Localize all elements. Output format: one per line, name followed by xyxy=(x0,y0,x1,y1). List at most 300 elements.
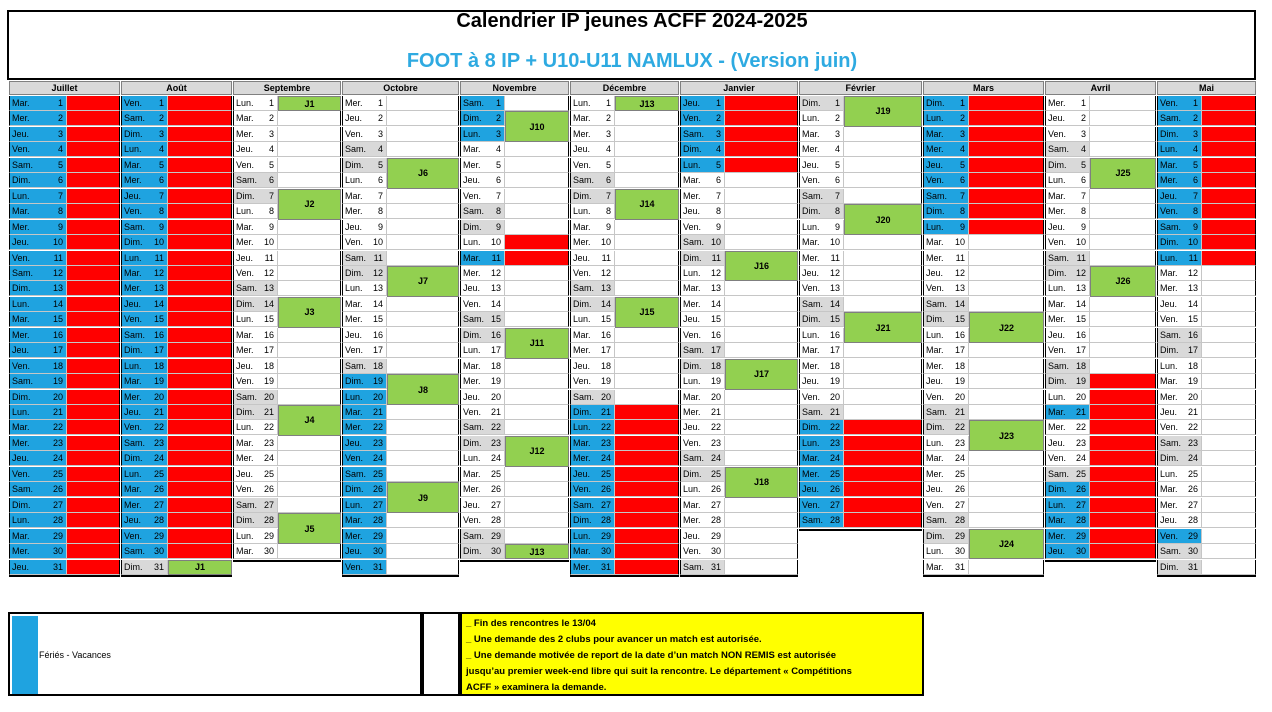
day-number: 18 xyxy=(710,360,721,371)
day-cell xyxy=(799,436,844,451)
weekday-label: Jeu. xyxy=(1048,546,1066,557)
day-cell xyxy=(121,498,168,513)
day-number: 10 xyxy=(153,237,164,248)
day-cell xyxy=(9,513,67,528)
weekday-label: Dim. xyxy=(683,144,702,155)
weekday-label: Mer. xyxy=(463,267,481,278)
day-number: 11 xyxy=(154,252,164,263)
day-number: 17 xyxy=(153,345,164,356)
day-cell xyxy=(1157,142,1202,157)
status-cell xyxy=(725,142,798,157)
day-cell xyxy=(9,420,67,435)
round-label: J1 xyxy=(278,96,341,111)
day-number: 29 xyxy=(600,530,611,541)
weekday-label: Lun. xyxy=(802,221,820,232)
day-cell xyxy=(923,204,969,219)
status-cell xyxy=(387,467,459,482)
weekday-label: Jeu. xyxy=(573,144,591,155)
weekday-label: Lun. xyxy=(926,221,944,232)
weekday-label: Jeu. xyxy=(1160,190,1178,201)
status-cell xyxy=(1202,482,1256,497)
day-cell xyxy=(233,96,278,111)
weekday-label: Sam. xyxy=(236,175,258,186)
day-number: 20 xyxy=(372,391,383,402)
day-cell xyxy=(233,529,278,544)
status-cell xyxy=(168,312,232,327)
day-cell xyxy=(923,189,969,204)
month-column-bottom xyxy=(1045,560,1156,562)
day-cell xyxy=(342,220,387,235)
weekday-label: Dim. xyxy=(573,407,592,417)
status-cell xyxy=(387,127,459,142)
day-number: 5 xyxy=(495,159,501,170)
status-cell xyxy=(1090,127,1156,142)
weekday-label: Ven. xyxy=(463,407,482,417)
month-header: Février xyxy=(799,81,922,95)
day-cell xyxy=(799,127,844,142)
weekday-label: Sam. xyxy=(683,128,705,139)
day-cell xyxy=(923,312,969,327)
day-cell xyxy=(233,451,278,466)
day-number: 17 xyxy=(829,345,840,356)
day-cell xyxy=(570,297,615,312)
day-number: 11 xyxy=(601,252,611,263)
day-cell xyxy=(121,328,168,343)
status-cell xyxy=(615,173,679,188)
status-cell xyxy=(387,142,459,157)
status-cell xyxy=(969,142,1044,157)
day-cell xyxy=(9,436,67,451)
day-number: 7 xyxy=(158,190,164,201)
day-number: 18 xyxy=(52,360,63,371)
day-number: 31 xyxy=(372,561,383,572)
day-cell xyxy=(342,142,387,157)
day-cell xyxy=(9,359,67,374)
day-cell xyxy=(233,266,278,281)
day-number: 4 xyxy=(495,144,501,155)
day-cell xyxy=(233,343,278,358)
status-cell xyxy=(67,111,120,126)
day-cell xyxy=(1045,235,1090,250)
weekday-label: Ven. xyxy=(124,314,143,325)
weekday-label: Sam. xyxy=(926,190,948,201)
day-cell xyxy=(1157,235,1202,250)
weekday-label: Ven. xyxy=(802,283,821,294)
day-cell xyxy=(1157,451,1202,466)
day-cell xyxy=(1045,96,1090,111)
status-cell xyxy=(1202,312,1256,327)
weekday-label: Mer. xyxy=(683,515,701,526)
day-number: 19 xyxy=(372,376,383,387)
status-cell xyxy=(168,142,232,157)
status-cell xyxy=(278,390,341,405)
weekday-label: Mar. xyxy=(802,128,820,139)
status-cell xyxy=(1202,127,1256,142)
day-cell xyxy=(923,436,969,451)
weekday-label: Dim. xyxy=(926,530,945,541)
day-number: 9 xyxy=(158,221,164,232)
status-cell xyxy=(168,498,232,513)
day-cell xyxy=(799,281,844,296)
status-cell xyxy=(67,498,120,513)
day-cell xyxy=(923,297,969,312)
status-cell xyxy=(615,420,679,435)
status-cell xyxy=(168,220,232,235)
weekday-label: Mer. xyxy=(573,128,591,139)
status-cell xyxy=(1202,204,1256,219)
day-cell xyxy=(460,297,505,312)
day-number: 5 xyxy=(377,159,383,170)
round-label: J2 xyxy=(278,189,341,220)
weekday-label: Dim. xyxy=(926,98,945,108)
day-number: 20 xyxy=(263,391,274,402)
day-cell xyxy=(1045,343,1090,358)
status-cell xyxy=(725,390,798,405)
weekday-label: Ven. xyxy=(124,206,143,217)
weekday-label: Ven. xyxy=(1160,206,1179,217)
day-number: 30 xyxy=(52,546,63,557)
day-cell xyxy=(680,127,725,142)
status-cell xyxy=(844,420,922,435)
day-cell xyxy=(570,359,615,374)
day-number: 6 xyxy=(959,175,965,186)
day-cell xyxy=(680,513,725,528)
status-cell xyxy=(1090,390,1156,405)
day-number: 3 xyxy=(1080,128,1086,139)
day-number: 17 xyxy=(372,345,383,356)
day-number: 7 xyxy=(1192,190,1198,201)
day-cell xyxy=(923,498,969,513)
weekday-label: Lun. xyxy=(1160,144,1178,155)
day-number: 8 xyxy=(268,206,274,217)
day-cell xyxy=(680,390,725,405)
day-cell xyxy=(342,204,387,219)
day-number: 24 xyxy=(52,453,63,464)
day-number: 31 xyxy=(153,561,164,572)
day-cell xyxy=(799,343,844,358)
status-cell xyxy=(387,513,459,528)
day-cell xyxy=(1157,297,1202,312)
month-header: Décembre xyxy=(570,81,679,95)
weekday-label: Jeu. xyxy=(1160,298,1178,309)
day-number: 14 xyxy=(1187,298,1198,309)
status-cell xyxy=(969,96,1044,111)
status-cell xyxy=(1090,405,1156,420)
day-number: 23 xyxy=(153,437,164,448)
weekday-label: Sam. xyxy=(12,484,34,495)
status-cell xyxy=(1202,544,1256,559)
status-cell xyxy=(1202,220,1256,235)
status-cell xyxy=(67,436,120,451)
status-cell xyxy=(168,111,232,126)
weekday-label: Dim. xyxy=(463,546,482,557)
status-cell xyxy=(387,251,459,266)
day-number: 3 xyxy=(834,128,840,139)
status-cell xyxy=(1090,374,1156,389)
day-cell xyxy=(570,204,615,219)
status-cell xyxy=(615,560,679,575)
day-cell xyxy=(1157,281,1202,296)
status-cell xyxy=(725,529,798,544)
day-number: 15 xyxy=(490,314,501,325)
weekday-label: Ven. xyxy=(573,376,592,387)
day-number: 1 xyxy=(605,98,611,108)
day-cell xyxy=(1045,266,1090,281)
day-number: 23 xyxy=(490,437,501,448)
day-cell xyxy=(680,359,725,374)
status-cell xyxy=(387,544,459,559)
day-cell xyxy=(342,189,387,204)
weekday-label: Mar. xyxy=(573,329,591,340)
month-header: Mars xyxy=(923,81,1044,95)
day-cell xyxy=(923,158,969,173)
status-cell xyxy=(844,189,922,204)
day-number: 28 xyxy=(954,515,965,526)
day-cell xyxy=(342,374,387,389)
status-cell xyxy=(387,111,459,126)
day-number: 16 xyxy=(1075,329,1086,340)
status-cell xyxy=(278,451,341,466)
day-cell xyxy=(680,405,725,420)
day-number: 20 xyxy=(1075,391,1086,402)
weekday-label: Lun. xyxy=(802,329,820,340)
status-cell xyxy=(505,513,569,528)
day-cell xyxy=(680,328,725,343)
day-number: 2 xyxy=(158,113,164,124)
status-cell xyxy=(168,173,232,188)
weekday-label: Mar. xyxy=(573,113,591,124)
day-cell xyxy=(570,467,615,482)
weekday-label: Lun. xyxy=(345,283,363,294)
day-cell xyxy=(9,235,67,250)
day-cell xyxy=(342,251,387,266)
day-cell xyxy=(121,235,168,250)
status-cell xyxy=(1202,158,1256,173)
day-cell xyxy=(923,251,969,266)
weekday-label: Lun. xyxy=(1160,468,1178,479)
day-cell xyxy=(233,297,278,312)
day-cell xyxy=(121,96,168,111)
weekday-label: Ven. xyxy=(124,98,143,108)
weekday-label: Mar. xyxy=(236,437,254,448)
day-cell xyxy=(9,560,67,575)
day-cell xyxy=(460,142,505,157)
weekday-label: Ven. xyxy=(236,376,255,387)
day-number: 26 xyxy=(372,484,383,495)
month-header: Août xyxy=(121,81,232,95)
day-number: 22 xyxy=(153,422,164,433)
status-cell xyxy=(615,127,679,142)
weekday-label: Jeu. xyxy=(573,252,591,263)
weekday-label: Dim. xyxy=(573,190,592,201)
weekday-label: Jeu. xyxy=(12,561,30,572)
status-cell xyxy=(505,420,569,435)
day-cell xyxy=(923,560,969,575)
status-cell xyxy=(168,189,232,204)
day-number: 23 xyxy=(710,437,721,448)
day-cell xyxy=(9,173,67,188)
day-cell xyxy=(342,436,387,451)
day-number: 21 xyxy=(153,407,164,417)
day-number: 26 xyxy=(153,484,164,495)
day-number: 4 xyxy=(1192,144,1198,155)
day-cell xyxy=(799,251,844,266)
day-number: 16 xyxy=(490,329,501,340)
status-cell xyxy=(1202,173,1256,188)
day-cell xyxy=(342,111,387,126)
day-cell xyxy=(233,420,278,435)
round-label: J19 xyxy=(844,96,922,127)
day-cell xyxy=(460,513,505,528)
day-cell xyxy=(460,343,505,358)
day-cell xyxy=(233,390,278,405)
day-number: 1 xyxy=(495,98,501,108)
day-cell xyxy=(799,220,844,235)
weekday-label: Mar. xyxy=(926,237,944,248)
weekday-label: Jeu. xyxy=(683,422,701,433)
day-cell xyxy=(121,266,168,281)
day-number: 27 xyxy=(600,499,611,510)
day-cell xyxy=(570,312,615,327)
day-number: 25 xyxy=(490,468,501,479)
status-cell xyxy=(725,127,798,142)
day-cell xyxy=(680,204,725,219)
status-cell xyxy=(505,482,569,497)
weekday-label: Sam. xyxy=(124,437,146,448)
day-number: 2 xyxy=(605,113,611,124)
status-cell xyxy=(615,529,679,544)
status-cell xyxy=(969,266,1044,281)
day-cell xyxy=(680,111,725,126)
day-cell xyxy=(799,467,844,482)
day-cell xyxy=(799,173,844,188)
round-label: J20 xyxy=(844,204,922,235)
day-number: 7 xyxy=(268,190,274,201)
day-number: 14 xyxy=(954,298,965,309)
round-label: J22 xyxy=(969,312,1044,343)
weekday-label: Jeu. xyxy=(345,329,363,340)
weekday-label: Dim. xyxy=(802,422,821,433)
day-cell xyxy=(342,513,387,528)
weekday-label: Dim. xyxy=(1048,484,1067,495)
status-cell xyxy=(168,281,232,296)
weekday-label: Mar. xyxy=(463,468,481,479)
weekday-label: Ven. xyxy=(12,252,31,263)
day-cell xyxy=(680,251,725,266)
weekday-label: Mar. xyxy=(345,515,363,526)
weekday-label: Mar. xyxy=(236,329,254,340)
day-number: 2 xyxy=(1192,113,1198,124)
status-cell xyxy=(615,467,679,482)
day-cell xyxy=(9,127,67,142)
day-number: 8 xyxy=(377,206,383,217)
day-cell xyxy=(233,220,278,235)
day-cell xyxy=(1045,436,1090,451)
day-cell xyxy=(460,498,505,513)
status-cell xyxy=(387,420,459,435)
day-number: 30 xyxy=(954,546,965,557)
day-number: 8 xyxy=(834,206,840,217)
day-number: 13 xyxy=(263,283,274,294)
weekday-label: Jeu. xyxy=(802,267,820,278)
day-number: 31 xyxy=(52,561,63,572)
legend-note: _ Fin des rencontres le 13/04 xyxy=(466,618,596,629)
day-number: 12 xyxy=(372,267,383,278)
weekday-label: Dim. xyxy=(926,206,945,217)
day-cell xyxy=(1157,436,1202,451)
day-cell xyxy=(570,251,615,266)
day-cell xyxy=(9,529,67,544)
day-cell xyxy=(923,482,969,497)
day-cell xyxy=(570,235,615,250)
day-number: 26 xyxy=(52,484,63,495)
day-number: 12 xyxy=(153,267,164,278)
day-cell xyxy=(1045,189,1090,204)
weekday-label: Sam. xyxy=(926,515,948,526)
weekday-label: Dim. xyxy=(926,422,945,433)
day-number: 28 xyxy=(1187,515,1198,526)
status-cell xyxy=(168,420,232,435)
status-cell xyxy=(725,328,798,343)
day-cell xyxy=(1157,127,1202,142)
weekday-label: Jeu. xyxy=(236,252,254,263)
weekday-label: Mar. xyxy=(1048,407,1066,417)
weekday-label: Ven. xyxy=(573,159,592,170)
day-number: 16 xyxy=(829,329,840,340)
day-cell xyxy=(1157,467,1202,482)
weekday-label: Sam. xyxy=(236,391,258,402)
weekday-label: Ven. xyxy=(345,128,364,139)
day-number: 8 xyxy=(495,206,501,217)
weekday-label: Ven. xyxy=(1160,530,1179,541)
status-cell xyxy=(1202,189,1256,204)
weekday-label: Mer. xyxy=(1048,98,1066,108)
day-number: 7 xyxy=(1080,190,1086,201)
weekday-label: Ven. xyxy=(683,221,702,232)
weekday-label: Mer. xyxy=(573,453,591,464)
weekday-label: Lun. xyxy=(12,298,30,309)
status-cell xyxy=(725,173,798,188)
day-number: 5 xyxy=(715,159,721,170)
weekday-label: Sam. xyxy=(12,159,34,170)
status-cell xyxy=(615,328,679,343)
day-cell xyxy=(460,405,505,420)
day-number: 9 xyxy=(834,221,840,232)
day-number: 6 xyxy=(1192,175,1198,186)
day-cell xyxy=(342,297,387,312)
status-cell xyxy=(168,482,232,497)
weekday-label: Mar. xyxy=(345,190,363,201)
status-cell xyxy=(1202,374,1256,389)
weekday-label: Mer. xyxy=(124,391,142,402)
status-cell xyxy=(725,451,798,466)
weekday-label: Ven. xyxy=(683,113,702,124)
weekday-label: Ven. xyxy=(463,190,482,201)
status-cell xyxy=(67,312,120,327)
status-cell xyxy=(1202,96,1256,111)
day-number: 21 xyxy=(829,407,840,417)
status-cell xyxy=(67,235,120,250)
weekday-label: Sam. xyxy=(1048,144,1070,155)
weekday-label: Jeu. xyxy=(12,237,30,248)
status-cell xyxy=(1202,281,1256,296)
day-number: 2 xyxy=(495,113,501,124)
weekday-label: Mar. xyxy=(12,422,30,433)
day-number: 18 xyxy=(1187,360,1198,371)
day-number: 6 xyxy=(834,175,840,186)
day-cell xyxy=(1045,142,1090,157)
weekday-label: Mar. xyxy=(345,407,363,417)
